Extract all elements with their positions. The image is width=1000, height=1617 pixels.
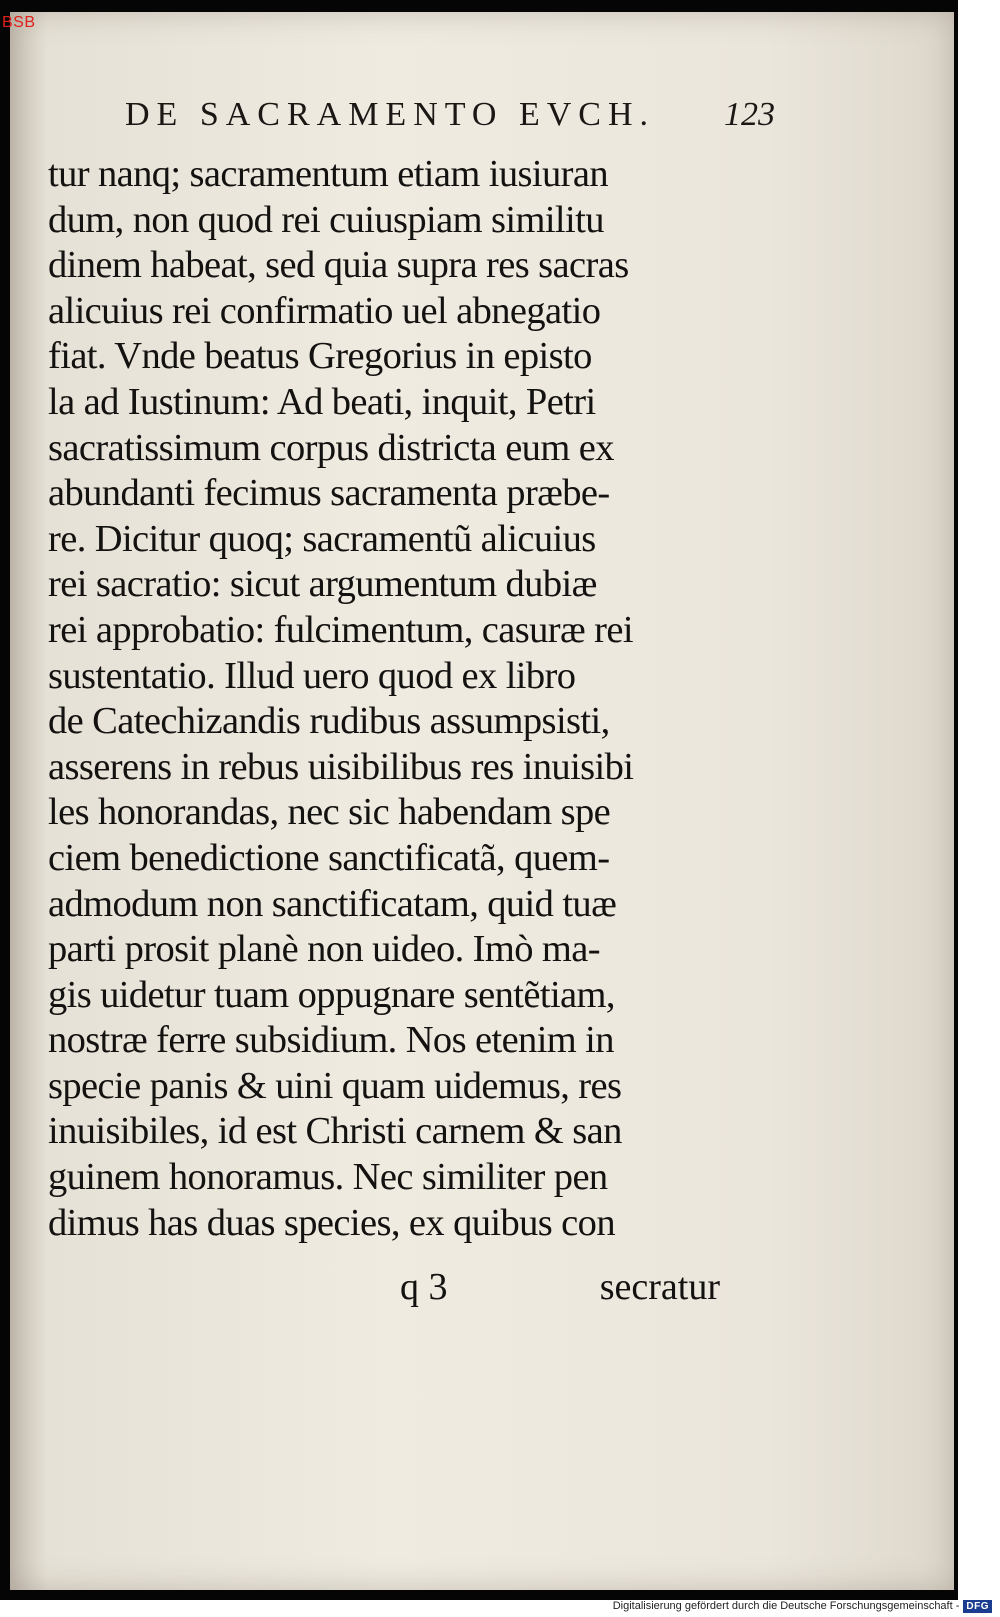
- text-line: parti prosit planè non uideo. Imò ma-: [48, 928, 600, 971]
- text-block: [48, 152, 728, 1246]
- text-line: alicuius rei confirmatio uel abnegatio: [48, 289, 601, 332]
- digitization-credit: [613, 1597, 992, 1615]
- text-line: asserens in rebus uisibilibus res inuisibi: [48, 745, 634, 788]
- library-watermark: BSB: [2, 14, 36, 31]
- text-line: abundanti fecimus sacramenta præbe-: [48, 472, 610, 515]
- text-line: specie panis & uini quam uidemus, res: [48, 1064, 622, 1107]
- text-line: inuisibiles, id est Christi carnem & san: [48, 1110, 622, 1153]
- text-line: dinem habeat, sed quia supra res sacras: [48, 244, 629, 287]
- text-line: fiat. Vnde beatus Gregorius in episto: [48, 335, 592, 378]
- text-line: sustentatio. Illud uero quod ex libro: [48, 654, 576, 697]
- text-line: nostræ ferre subsidium. Nos etenim in: [48, 1019, 614, 1062]
- text-line: re. Dicitur quoq; sacramentũ alicuius: [48, 517, 596, 560]
- text-line: dum, non quod rei cuiuspiam similitu: [48, 198, 604, 241]
- text-line: de Catechizandis rudibus assumpsisti,: [48, 700, 610, 743]
- folio-number: 123: [724, 96, 775, 133]
- text-line: gis uidetur tuam oppugnare sentẽtiam,: [48, 973, 615, 1016]
- page-foot: [400, 1265, 720, 1313]
- text-line: les honorandas, nec sic habendam spe: [48, 791, 611, 834]
- catchword: secratur: [599, 1266, 720, 1308]
- book-page: [10, 12, 954, 1590]
- text-line: ciem benedictione sanctificatã, quem-: [48, 836, 610, 879]
- text-line: dimus has duas species, ex quibus con: [48, 1201, 615, 1244]
- text-line: admodum non sanctificatam, quid tuæ: [48, 882, 617, 925]
- text-line: sacratissimum corpus districta eum ex: [48, 426, 614, 469]
- text-line: tur nanq; sacramentum etiam iusiuran: [48, 153, 608, 195]
- signature-mark: q 3: [400, 1266, 448, 1308]
- text-line: rei sacratio: sicut argumentum dubiæ: [48, 563, 597, 606]
- text-line: guinem honoramus. Nec similiter pen: [48, 1156, 608, 1199]
- running-head: [125, 96, 775, 140]
- credit-text: Digitalisierung gefördert durch die Deutsche Forschungsgemeinschaft -: [612, 1600, 960, 1612]
- running-title: DE SACRAMENTO EVCH.: [125, 96, 656, 133]
- dfg-logo: DFG: [963, 1600, 992, 1613]
- text-line: rei approbatio: fulcimentum, casuræ rei: [48, 608, 633, 651]
- text-line: la ad Iustinum: Ad beati, inquit, Petri: [48, 380, 596, 423]
